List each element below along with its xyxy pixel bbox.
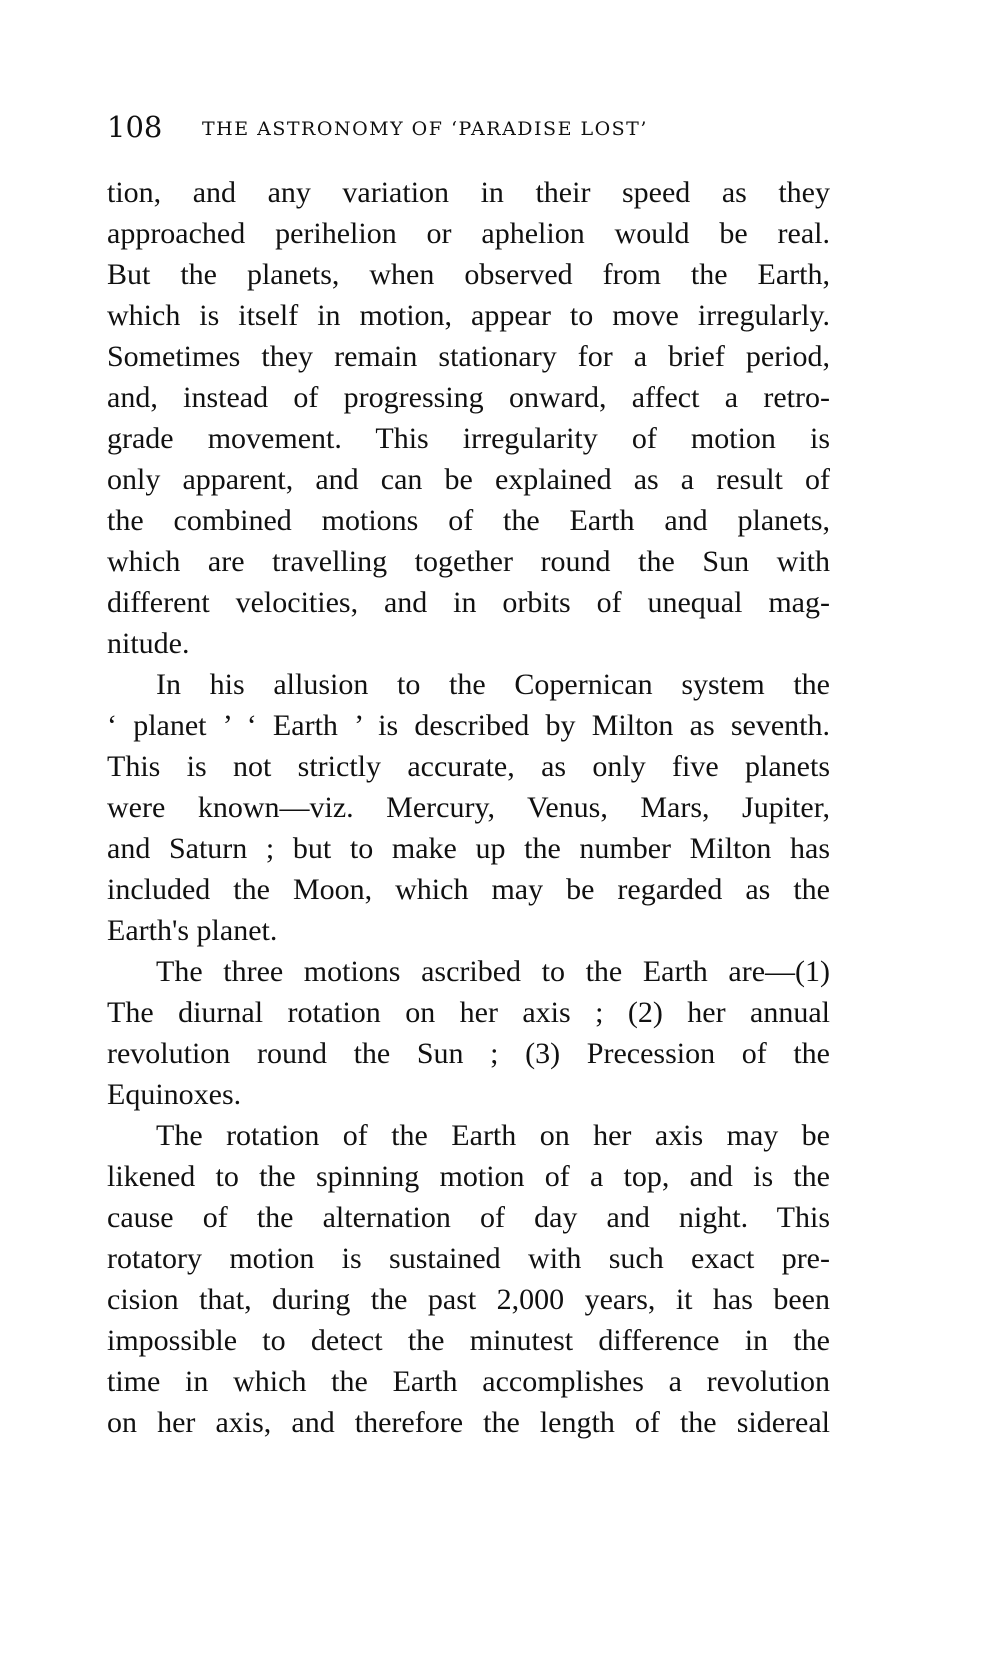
paragraph: [107, 172, 830, 664]
paragraph: [107, 951, 830, 1115]
paragraph: [107, 664, 830, 951]
text-line: on her axis, and therefore the length of the sidereal: [107, 1406, 830, 1439]
running-head-title: THE ASTRONOMY OF ‘PARADISE LOST’: [202, 118, 648, 140]
text-line: But the planets, when observed from the Earth,: [107, 258, 830, 291]
text-line: This is not strictly accurate, as only five planets: [107, 750, 830, 783]
text-line: rotatory motion is sustained with such exact pre-: [107, 1242, 830, 1275]
text-line: cause of the alternation of day and night. This: [107, 1201, 830, 1234]
text-line: The rotation of the Earth on her axis may be: [156, 1119, 830, 1152]
paragraph: [107, 1115, 830, 1443]
text-line: impossible to detect the minutest difference in the: [107, 1324, 830, 1357]
text-line: which are travelling together round the Sun with: [107, 545, 830, 578]
text-line: Equinoxes.: [107, 1078, 242, 1111]
page-body-text: [107, 172, 830, 1443]
text-line: cision that, during the past 2,000 years, it has been: [107, 1283, 830, 1316]
text-line: different velocities, and in orbits of unequal mag-: [107, 586, 830, 619]
text-line: revolution round the Sun ; (3) Precession of the: [107, 1037, 830, 1070]
text-line: approached perihelion or aphelion would be real.: [107, 217, 830, 250]
text-line: time in which the Earth accomplishes a revolution: [107, 1365, 830, 1398]
text-line: In his allusion to the Copernican system the: [156, 668, 830, 701]
text-line: and, instead of progressing onward, affect a retro-: [107, 381, 830, 414]
text-line: Earth's planet.: [107, 914, 278, 947]
text-line: were known—viz. Mercury, Venus, Mars, Jupiter,: [107, 791, 830, 824]
text-line: ‘ planet ’ ‘ Earth ’ is described by Milton as seventh.: [107, 709, 830, 742]
text-line: grade movement. This irregularity of motion is: [107, 422, 830, 455]
text-line: included the Moon, which may be regarded as the: [107, 873, 830, 906]
text-line: The diurnal rotation on her axis ; (2) her annual: [107, 996, 830, 1029]
text-line: only apparent, and can be explained as a result of: [107, 463, 830, 496]
running-header: [107, 110, 830, 150]
text-line: tion, and any variation in their speed as they: [107, 176, 830, 209]
text-line: and Saturn ; but to make up the number Milton has: [107, 832, 830, 865]
text-line: Sometimes they remain stationary for a brief period,: [107, 340, 830, 373]
text-line: which is itself in motion, appear to move irregularly.: [107, 299, 830, 332]
text-line: nitude.: [107, 627, 190, 660]
text-line: likened to the spinning motion of a top, and is the: [107, 1160, 830, 1193]
text-line: The three motions ascribed to the Earth are—(1): [156, 955, 830, 988]
text-line: the combined motions of the Earth and planets,: [107, 504, 830, 537]
page-number: 108: [107, 110, 163, 144]
